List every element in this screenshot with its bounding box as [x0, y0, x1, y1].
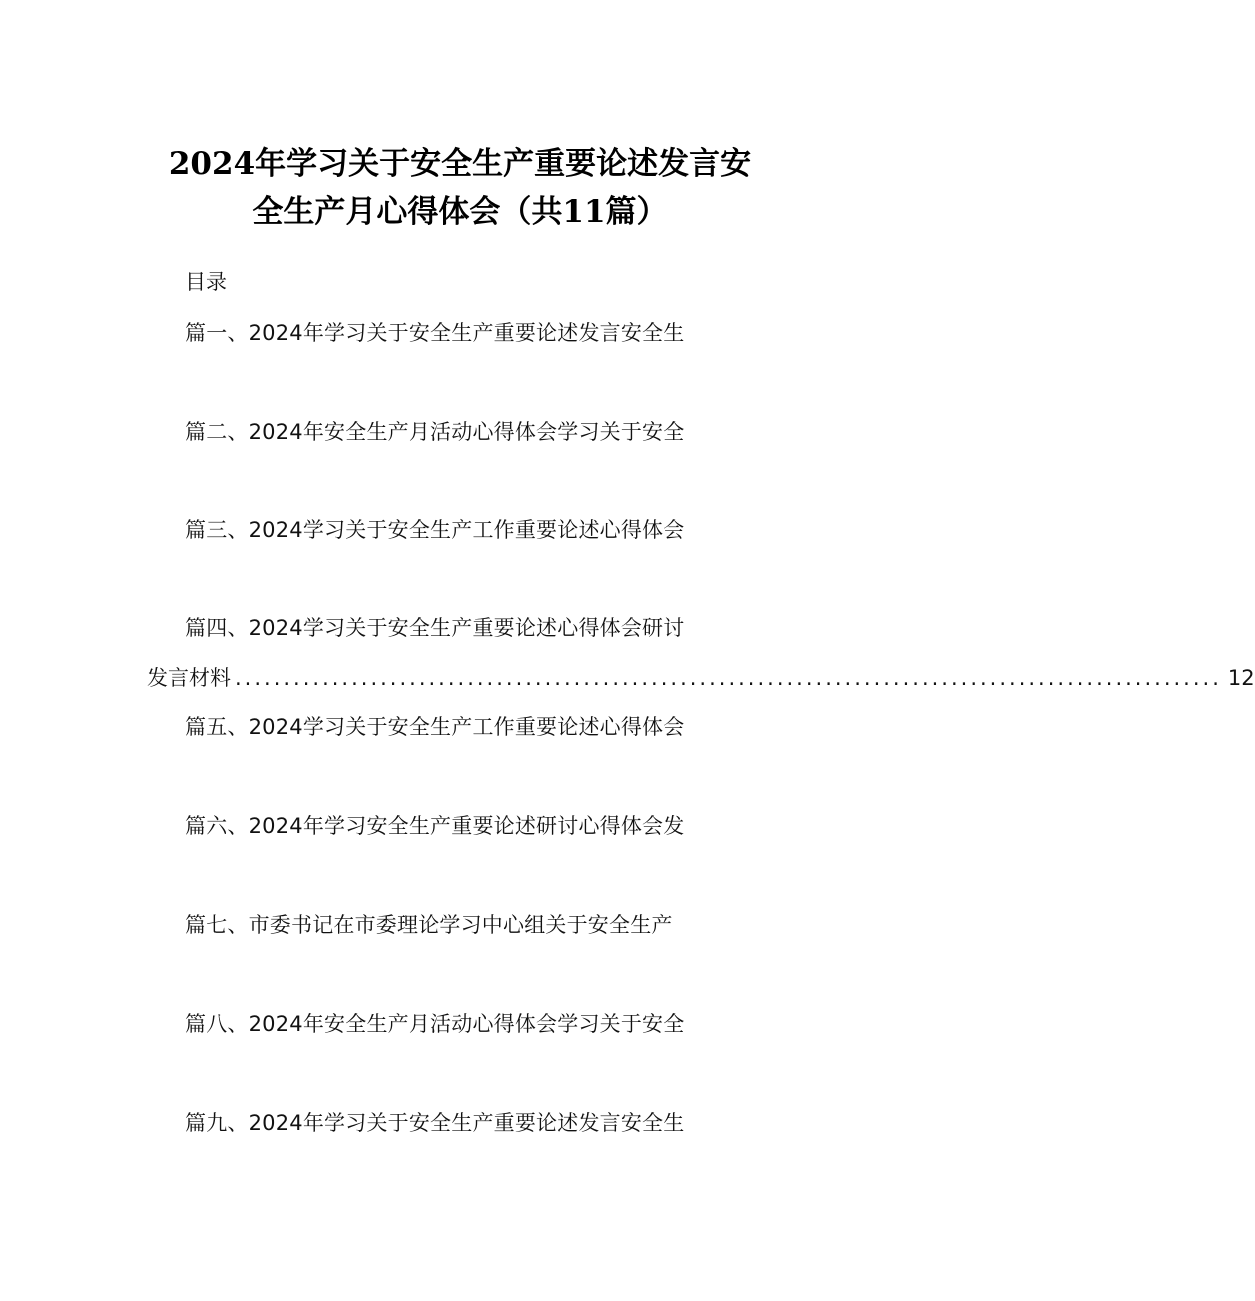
toc-item-1[interactable]: 篇一、2024年学习关于安全生产重要论述发言安全生: [185, 321, 685, 345]
toc-item-2[interactable]: 篇二、2024年安全生产月活动心得体会学习关于安全: [185, 420, 685, 444]
toc-item-7[interactable]: 篇七、市委书记在市委理论学习中心组关于安全生产: [185, 913, 673, 937]
toc-dot-leader: ......................................................................................................: [235, 666, 1222, 690]
toc-heading: 目录: [185, 270, 227, 294]
document-title-line-2: 全生产月心得体会（共11篇）: [252, 194, 668, 230]
toc-item-5[interactable]: 篇五、2024学习关于安全生产工作重要论述心得体会: [185, 715, 685, 739]
toc-item-3[interactable]: 篇三、2024学习关于安全生产工作重要论述心得体会: [185, 518, 685, 542]
toc-item-4-continuation[interactable]: [147, 662, 1255, 692]
toc-item-4-continuation-text: 发言材料: [147, 666, 231, 690]
document-title-line-1: 2024年学习关于安全生产重要论述发言安: [168, 146, 752, 182]
toc-item-4-page-number: 12: [1227, 666, 1255, 690]
toc-item-9[interactable]: 篇九、2024年学习关于安全生产重要论述发言安全生: [185, 1111, 685, 1135]
toc-item-8[interactable]: 篇八、2024年安全生产月活动心得体会学习关于安全: [185, 1012, 685, 1036]
toc-item-4[interactable]: 篇四、2024学习关于安全生产重要论述心得体会研讨: [185, 616, 685, 640]
toc-item-6[interactable]: 篇六、2024年学习安全生产重要论述研讨心得体会发: [185, 814, 685, 838]
